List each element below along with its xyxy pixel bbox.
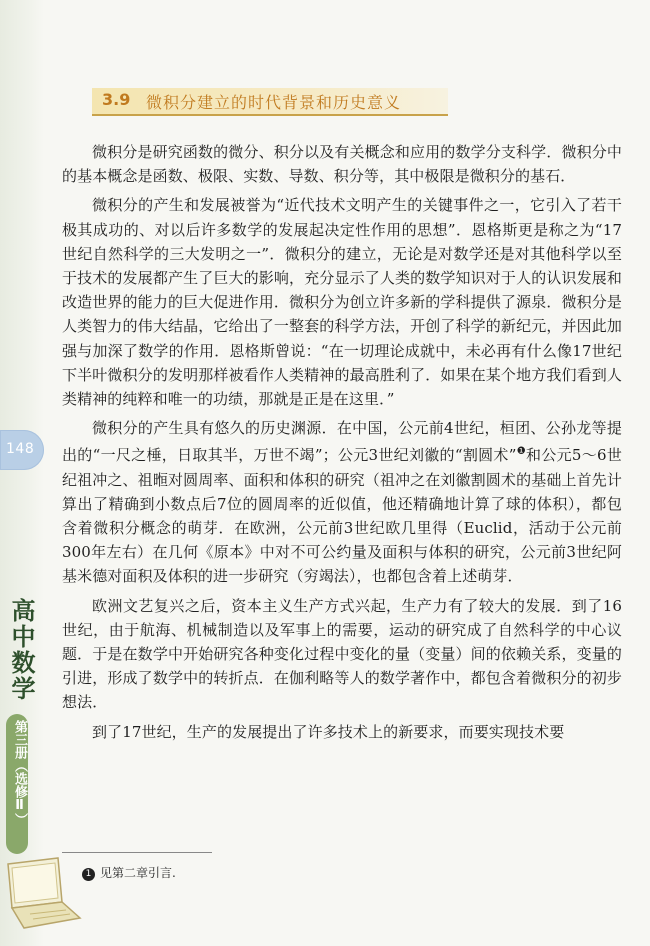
paragraph-text: 和公元5～6世纪祖冲之、祖暅对圆周率、面积和体积的研究（祖冲之在刘徽割圆术的基础上首先计算出了精确到小数点后7位的圆周率的近似值，他还精确地计算了球的体积），都包含着微积分概念的萌芽．在欧洲，公元前3世纪欧几里得（Euclid，活动于公元前300年左右）在几何《原本》中对不可公约量及面积与体积的研究，公元前3世纪阿基米德对面积及体积的进一步研究（穷竭法），也都包含着上述萌芽． [62,446,623,586]
paragraph: 到了17世纪，生产的发展提出了许多技术上的新要求，而要实现技术要 [92,722,565,741]
laptop-icon [0,856,82,936]
footnote-reference[interactable]: ❶ [516,446,526,458]
body-text [62,140,622,749]
paragraph: 欧洲文艺复兴之后，资本主义生产方式兴起，生产力有了较大的发展．到了16世纪，由于航海、机械制造以及军事上的需要，运动的研究成了自然科学的中心议题．于是在数学中开始研究各种变化过程中变化的量（变量）间的依赖关系，变量的引进，形成了数学中的转折点．在伽利略等人的数学著作中，都包含着微积分的初步想法． [62,596,622,712]
book-title: 高中数学 [7,598,36,702]
section-title: 微积分建立的时代背景和历史意义 [146,93,402,112]
page-number: 148 [6,441,35,457]
footnote [82,864,176,881]
paragraph: 微积分是研究函数的微分、积分以及有关概念和应用的数学分支科学．微积分中的基本概念是函数、极限、实数、导数、积分等，其中极限是微积分的基石． [62,143,622,186]
paragraph-text: 微积分的产生具有悠久的历史渊源．在中国，公元前4世纪，桓团、公孙龙等提出的“一尺之棰，日取其半，万世不竭”；公元3世纪刘徽的“割圆术” [62,419,622,465]
paragraph [62,416,622,588]
footnote-text: 见第二章引言. [100,866,176,880]
footnote-divider [62,852,212,853]
volume-label: 第三册（选修Ⅱ） [12,720,27,826]
footnote-marker: 1 [82,868,95,881]
section-number: 3.9 [102,90,131,109]
paragraph: 微积分的产生和发展被誉为“近代技术文明产生的关键事件之一，它引入了若干极其成功的、对以后许多数学的发展起决定性作用的思想”．恩格斯更是称之为“17世纪自然科学的三大发明之一”．微积分的建立，无论是对数学还是对其他科学以至于技术的发展都产生了巨大的影响，充分显示了人类的数学知识对于人的认识发展和改造世界的能力的巨大促进作用．微积分为创立许多新的学科提供了源泉．微积分是人类智力的伟大结晶，它给出了一整套的科学方法，开创了科学的新纪元，并因此加强与加深了数学的作用．恩格斯曾说：“在一切理论成就中，未必再有什么像17世纪下半叶微积分的发明那样被看作人类精神的最高胜利了．如果在某个地方我们看到人类精神的纯粹和唯一的功绩，那就是正是在这里．” [62,196,622,409]
